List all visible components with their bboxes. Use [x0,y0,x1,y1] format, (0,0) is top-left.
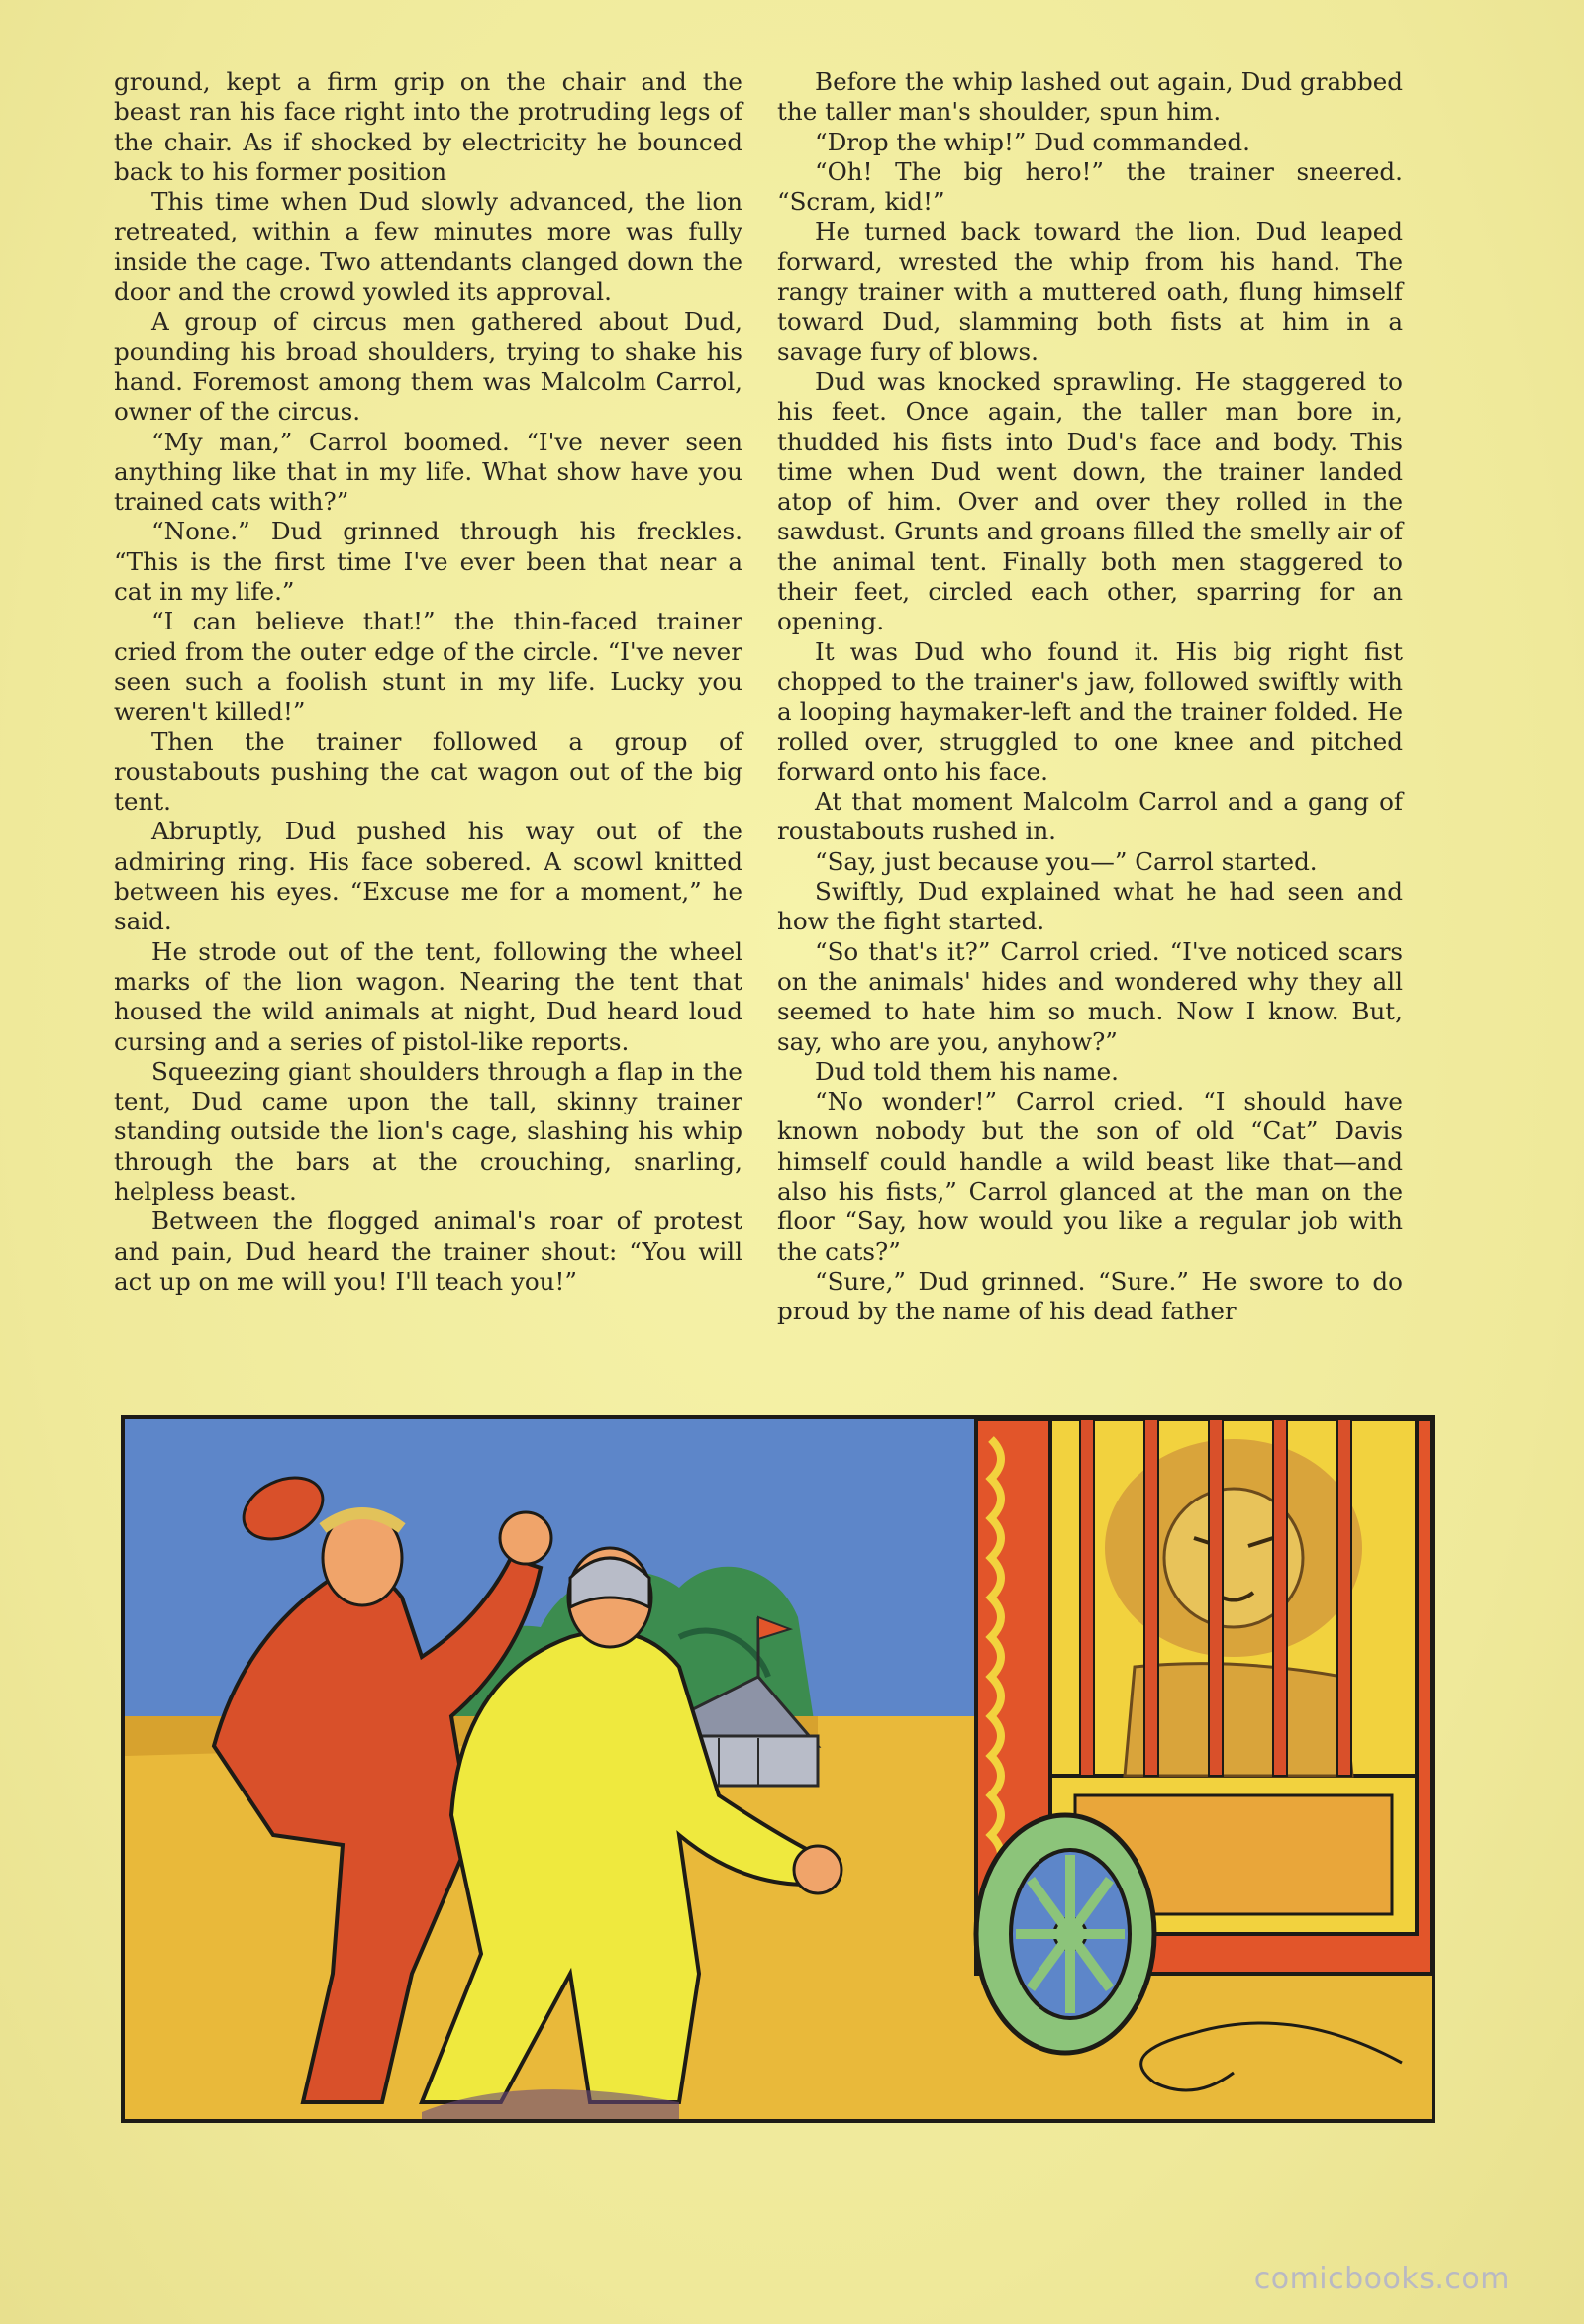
wagon-wheel-icon [976,1815,1154,2053]
left-column-paragraph: “My man,” Carrol boomed. “I've never seen anything like that in my life. What show have you trained cats with?” [114,427,742,517]
left-column-paragraph: Abruptly, Dud pushed his way out of the admiring ring. His face sobered. A scowl knitted between his eyes. “Excuse me for a moment,” he said. [114,817,742,936]
right-column-paragraph: Before the whip lashed out again, Dud grabbed the taller man's shoulder, spun him. [777,67,1403,127]
right-column-paragraph: It was Dud who found it. His big right fist chopped to the trainer's jaw, followed swiftly with a looping haymaker-left and the trainer folded. He rolled over, struggled to one knee and pitched forward onto his face. [777,636,1403,786]
left-column-paragraph: He strode out of the tent, following the wheel marks of the lion wagon. Nearing the tent that housed the wild animals at night, Dud heard loud cursing and a series of pistol-like reports. [114,936,742,1056]
text-column-right [777,67,1403,1326]
right-column-paragraph: “Drop the whip!” Dud commanded. [815,127,1250,156]
illustration-panel [121,1415,1436,2123]
left-column-paragraph: Between the flogged animal's roar of protest and pain, Dud heard the trainer shout: “You will act up on me will you! I'll teach you!” [114,1207,742,1296]
right-column-paragraph: “No wonder!” Carrol cried. “I should have known nobody but the son of old “Cat” Davis himself could handle a wild beast like that—and also his fists,” Carrol glanced at the man on the floor “Say, how would you like a regular job with the cats?” [777,1087,1403,1266]
left-column-paragraph: ground, kept a firm grip on the chair and the beast ran his face right into the protruding legs of the chair. As if shocked by electricity he bounced back to his former position [114,67,742,186]
left-column-paragraph: Squeezing giant shoulders through a flap in the tent, Dud came upon the tall, skinny trainer standing outside the lion's cage, slashing his whip through the bars at the crouching, snarling, helpless beast. [114,1056,742,1206]
left-column-paragraph: “I can believe that!” the thin-faced trainer cried from the outer edge of the circle. “I've never seen such a foolish stunt in my life. Lucky you weren't killed!” [114,607,742,726]
left-column-paragraph: Then the trainer followed a group of roustabouts pushing the cat wagon out of the big tent. [114,726,742,817]
right-column-paragraph: “So that's it?” Carrol cried. “I've noticed scars on the animals' hides and wondered why they all seemed to hate him so much. Now I know. But, say, who are you, anyhow?” [777,936,1403,1056]
right-column-paragraph: Dud was knocked sprawling. He staggered to his feet. Once again, the taller man bore in, thudded his fists into Dud's face and body. This time when Dud went down, the trainer landed atop of him. Over and over they rolled in the sawdust. Grunts and groans filled the smelly air of the animal tent. Finally both men staggered to their feet, circled each other, sparring for an opening. [777,366,1403,636]
right-column-paragraph: At that moment Malcolm Carrol and a gang of roustabouts rushed in. [777,787,1403,846]
right-column-paragraph: Dud told them his name. [815,1056,1119,1086]
left-column-paragraph: This time when Dud slowly advanced, the lion retreated, within a few minutes more was fully inside the cage. Two attendants clanged down the door and the crowd yowled its approval. [114,187,742,307]
watermark: comicbooks.com [1253,2262,1510,2296]
right-column-paragraph: “Sure,” Dud grinned. “Sure.” He swore to do proud by the name of his dead father [777,1266,1403,1326]
fight-scene-illustration [125,1419,1432,2119]
right-column-paragraph: Swiftly, Dud explained what he had seen and how the fight started. [777,877,1403,936]
left-column-paragraph: “None.” Dud grinned through his freckles. “This is the first time I've ever been that near a cat in my life.” [114,517,742,607]
right-column-paragraph: He turned back toward the lion. Dud leaped forward, wrested the whip from his hand. The rangy trainer with a muttered oath, flung himself toward Dud, slamming both fists at him in a savage fury of blows. [777,217,1403,366]
text-column-left [114,67,742,1297]
right-column-paragraph: “Say, just because you—” Carrol started. [815,846,1318,876]
left-column-paragraph: A group of circus men gathered about Dud, pounding his broad shoulders, trying to shake his hand. Foremost among them was Malcolm Carrol, owner of the circus. [114,307,742,427]
right-column-paragraph: “Oh! The big hero!” the trainer sneered. “Scram, kid!” [777,156,1403,217]
